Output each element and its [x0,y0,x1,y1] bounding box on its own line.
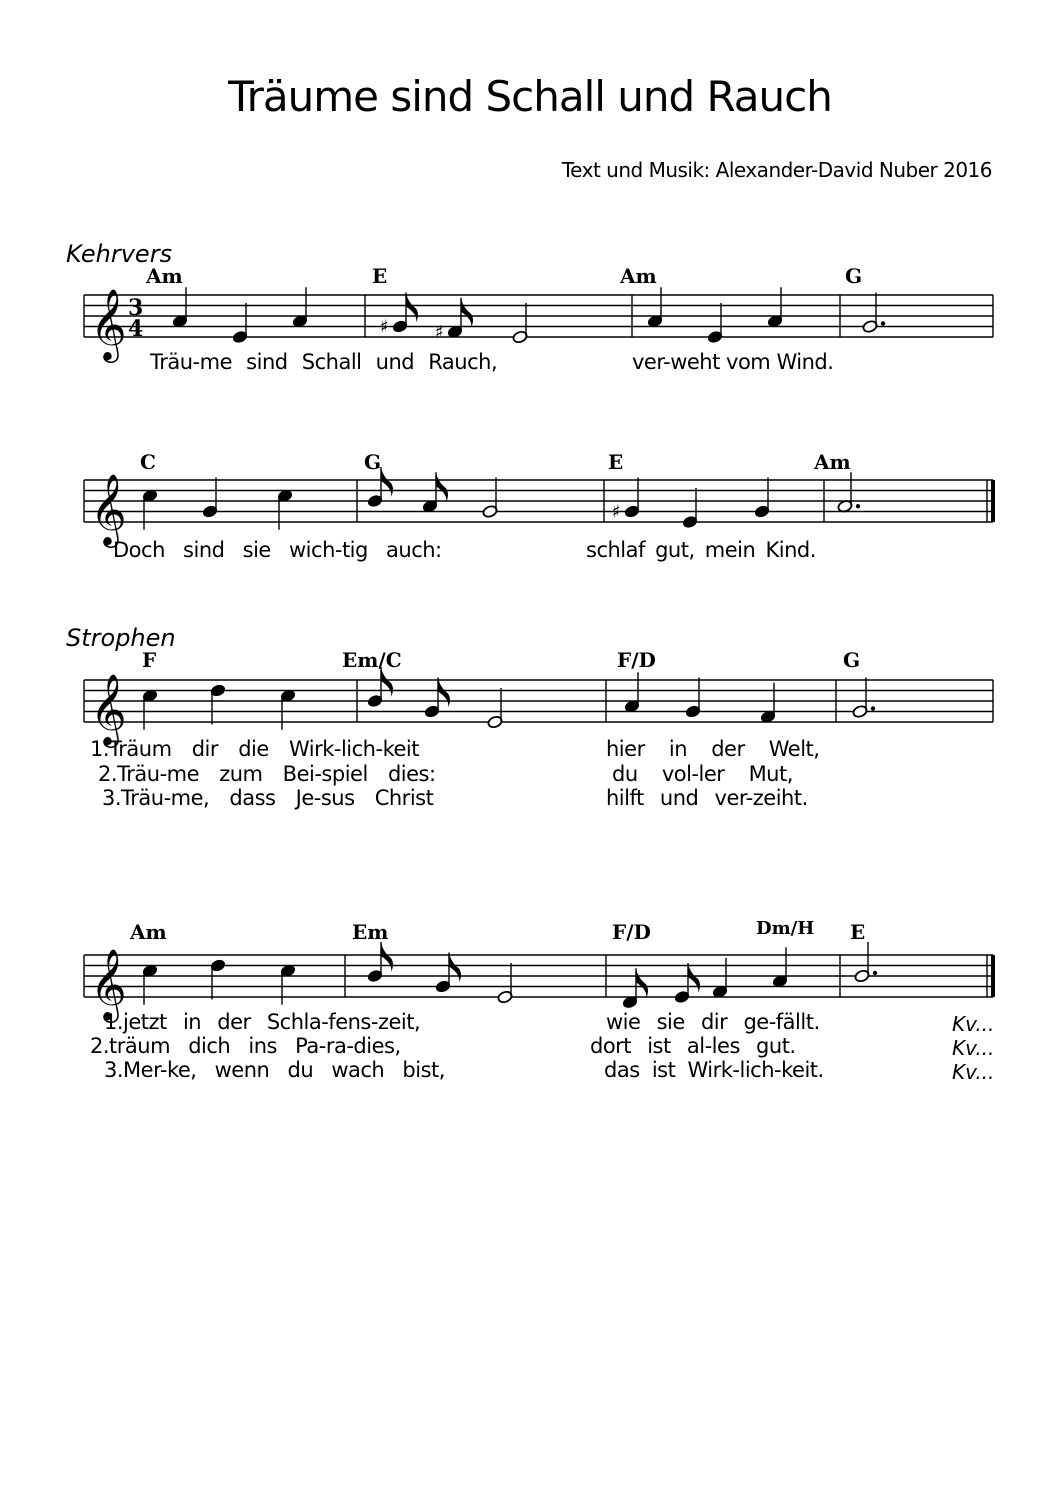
song-title: Träume sind Schall und Rauch [228,72,832,121]
verse-line: das ist Wirk-lich-keit. [604,1058,824,1082]
refrain-cue: Kv... [952,1060,995,1084]
verse-line: 1.jetzt in der Schla-fens-zeit, [104,1010,421,1034]
chord: E [850,920,866,944]
verse-line: hier in der Welt, [606,737,820,761]
verse-line: 3.Mer-ke, wenn du wach bist, [104,1058,445,1082]
chord: F/D [612,920,651,944]
time-signature-top: 3 [128,295,144,321]
eighth-flag [449,953,461,983]
refrain-cue: Kv... [952,1036,995,1060]
chord: Am [130,920,167,944]
chord: G [364,450,382,474]
chord: F [142,648,157,672]
dot [873,971,877,975]
verse-line: wie sie dir ge-fällt. [606,1010,820,1034]
treble-clef: 𝄞 [90,672,127,745]
chord: E [608,450,624,474]
treble-clef: 𝄞 [90,947,127,1020]
chord: F/D [617,648,656,672]
lyric-line: Träu-me sind Schall und Rauch, [150,350,498,374]
eighth-flag [636,968,648,998]
chord: Am [620,264,657,288]
verse-line: 2.Träu-me zum Bei-spiel dies: [98,762,436,786]
time-signature-bottom: 4 [128,316,144,342]
chord: Em/C [342,648,402,672]
chord: G [845,264,863,288]
lyric-line: ver-weht vom Wind. [632,350,834,374]
sharp-accidental: ♯ [435,321,444,343]
eighth-flag [438,678,450,708]
verse-line: 2.träum dich ins Pa-ra-dies, [90,1034,401,1058]
treble-clef: 𝄞 [90,287,127,360]
eighth-flag [381,467,393,497]
verses-label: Strophen [66,624,176,652]
eighth-flag [406,293,418,323]
verse-line: 1.Träum dir die Wirk-lich-keit [90,737,419,761]
treble-clef: 𝄞 [90,472,127,545]
sharp-accidental: ♯ [612,501,621,523]
chord: G [843,648,861,672]
chord: Am [814,450,851,474]
verse-line: dort ist al-les gut. [590,1034,796,1058]
dot [871,706,875,710]
lyric-line: Doch sind sie wich-tig auch: [113,538,442,562]
eighth-flag [461,298,473,328]
chord: Dm/H [756,918,815,939]
chord: Em [352,920,389,944]
verse-line: du vol-ler Mut, [612,762,793,786]
chord: Am [146,264,183,288]
eighth-flag [436,472,448,502]
verse-line: 3.Träu-me, dass Je-sus Christ [102,786,434,810]
dot [856,504,860,508]
chord: E [372,264,388,288]
eighth-flag [688,963,700,993]
song-credit: Text und Musik: Alexander-David Nuber 2016 [561,158,992,182]
chord: C [140,450,156,474]
refrain-label: Kehrvers [66,240,173,268]
sharp-accidental: ♯ [380,316,389,338]
dot [881,321,885,325]
verse-line: hilft und ver-zeiht. [606,786,808,810]
refrain-cue: Kv... [952,1012,995,1036]
eighth-flag [381,942,393,972]
lyric-line: schlaf gut, mein Kind. [586,538,816,562]
